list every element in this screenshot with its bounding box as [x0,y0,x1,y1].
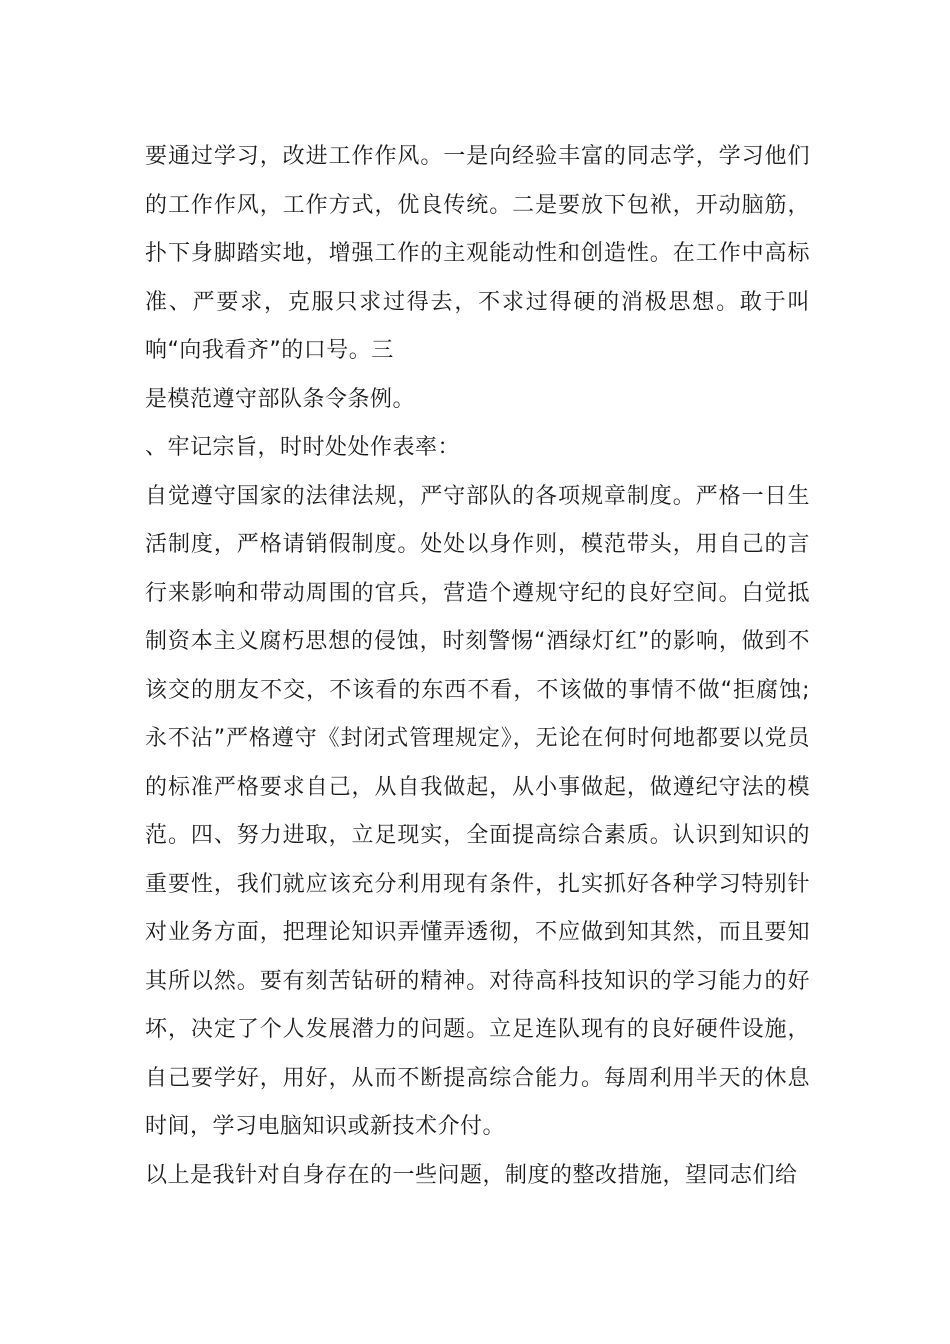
paragraph-work-style: 要通过学习，改进工作作风。一是向经验丰富的同志学，学习他们的工作作风，工作方式，优良传统。二是要放下包袱，开动脑筋，扑下身脚踏实地，增强工作的主观能动性和创造性。在工作中高标准、严要求，克服只求过得去，不求过得硬的消极思想。敢于叫响“向我看齐”的口号。三 [145,144,810,363]
paragraph-purpose-heading: 、牢记宗旨，时时处处作表率： [145,435,461,460]
paragraph-discipline-and-study: 自觉遵守国家的法律法规，严守部队的各项规章制度。严格一日生活制度，严格请销假制度。处处以身作则，模范带头，用自己的言行来影响和带动周围的官兵，营造个遵规守纪的良好空间。白觉抵制资本主义腐朽思想的侵蚀，时刻警惕“酒绿灯红”的影响，做到不该交的朋友不交，不该看的东西不看，不该做的事情不做“拒腐蚀;永不沾”严格遵守《封闭式管理规定》，无论在何时何地都要以党员的标准严格要求自己，从自我做起，从小事做起，做遵纪守法的模范。四、努力进取，立足现实，全面提高综合素质。认识到知识的重要性，我们就应该充分利用现有条件，扎实抓好各种学习特别针对业务方面，把理论知识弄懂弄透彻，不应做到知其然，而且要知其所以然。要有刻苦钻研的精神。对待高科技知识的学习能力的好坏，决定了个人发展潜力的问题。立足连队现有的良好硬件设施，自己要学好，用好，从而不断提高综合能力。每周利用半天的休息时间，学习电脑知识或新技术介付。 [145,483,810,1139]
paragraph-obey-regulations: 是模范遵守部队条令条例。 [145,386,416,412]
document-body [145,133,810,1200]
paragraph-conclusion: 以上是我针对自身存在的一些问题，制度的整改措施，望同志们给 [145,1162,798,1188]
